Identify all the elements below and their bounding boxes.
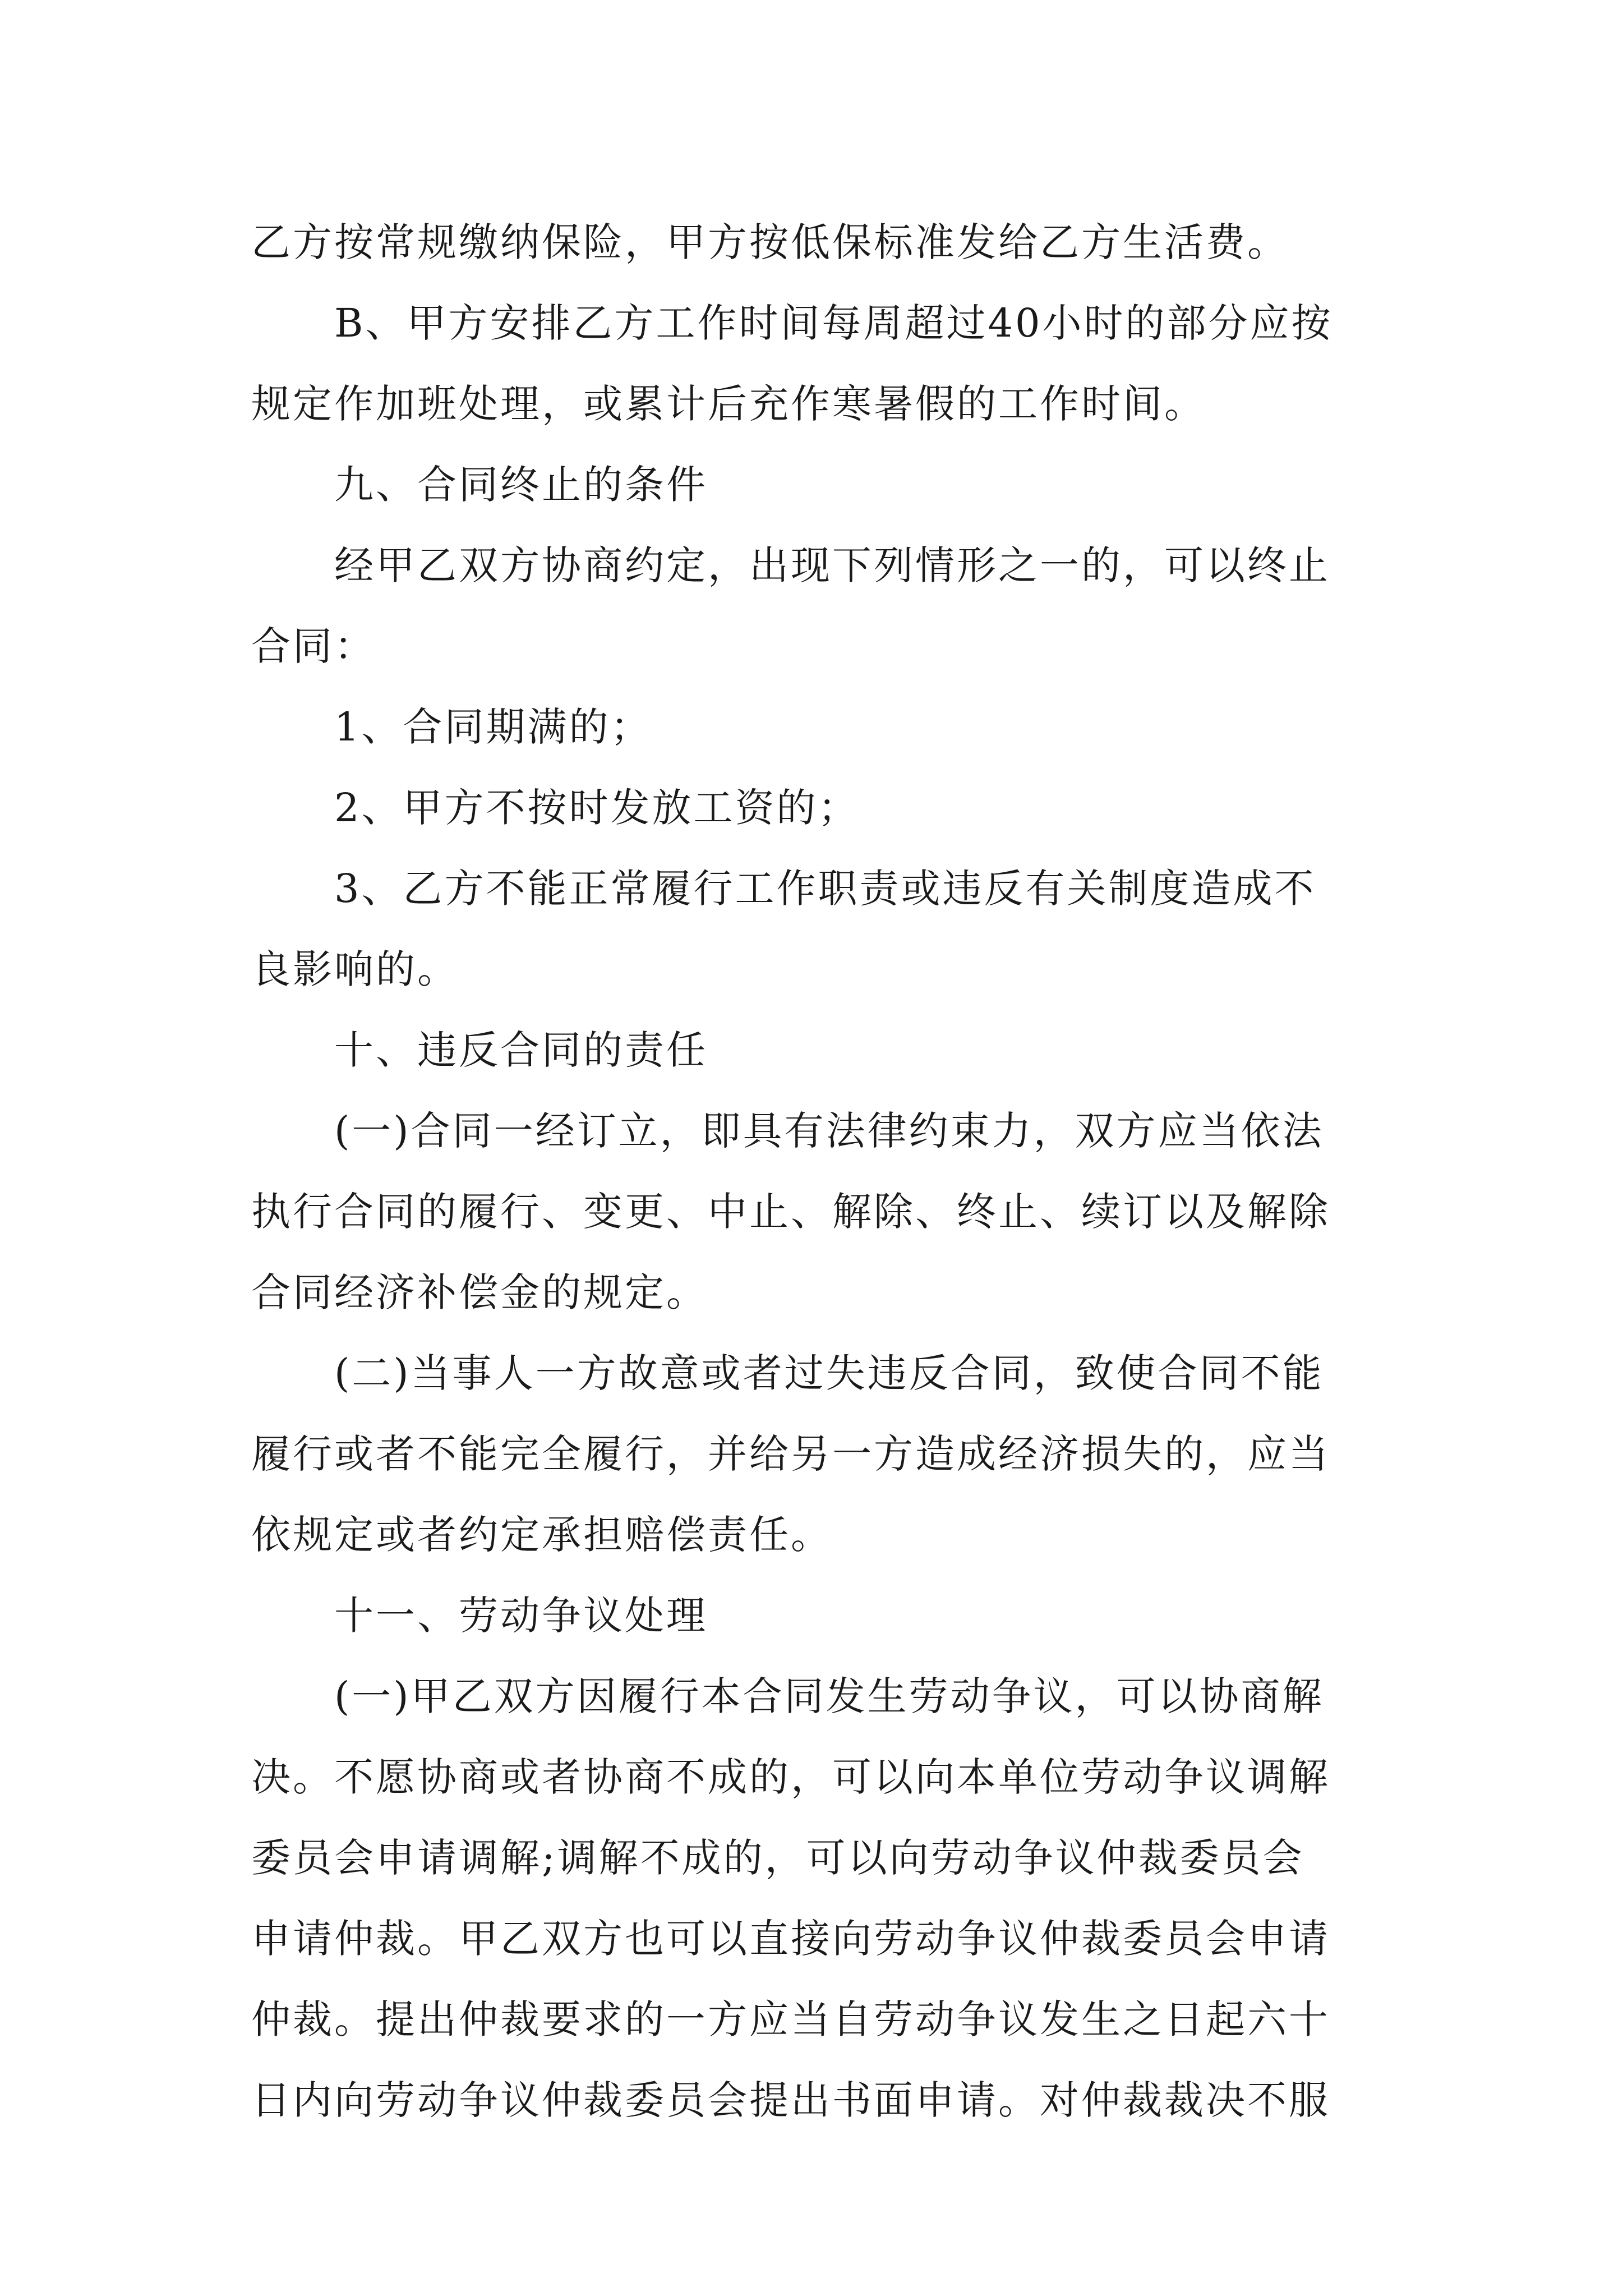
text-line: 仲裁。提出仲裁要求的一方应当自劳动争议发生之日起六十 bbox=[251, 1996, 1330, 2042]
text-line: 申请仲裁。甲乙双方也可以直接向劳动争议仲裁委员会申请 bbox=[251, 1916, 1330, 1962]
text-line: 履行或者不能完全履行，并给另一方造成经济损失的，应当 bbox=[251, 1431, 1330, 1477]
section-heading: 十一、劳动争议处理 bbox=[334, 1593, 708, 1639]
text-line: 决。不愿协商或者协商不成的，可以向本单位劳动争议调解 bbox=[251, 1754, 1330, 1800]
text-line: (二)当事人一方故意或者过失违反合同，致使合同不能 bbox=[334, 1350, 1324, 1396]
list-item: 2、甲方不按时发放工资的； bbox=[334, 785, 860, 831]
text-line: (一)合同一经订立，即具有法律约束力，双方应当依法 bbox=[334, 1108, 1324, 1154]
list-item: 3、乙方不能正常履行工作职责或违反有关制度造成不 bbox=[334, 866, 1316, 912]
text-line: 经甲乙双方协商约定，出现下列情形之一的，可以终止 bbox=[334, 542, 1330, 588]
text-line: 合同经济补偿金的规定。 bbox=[251, 1269, 708, 1315]
text-line: (一)甲乙双方因履行本合同发生劳动争议，可以协商解 bbox=[334, 1673, 1324, 1719]
text-line: 依规定或者约定承担赔偿责任。 bbox=[251, 1512, 832, 1558]
list-item: 1、合同期满的； bbox=[334, 704, 652, 750]
text-line: 委员会申请调解;调解不成的，可以向劳动争议仲裁委员会 bbox=[251, 1835, 1304, 1881]
text-line: 良影响的。 bbox=[251, 946, 459, 992]
section-heading: 十、违反合同的责任 bbox=[334, 1027, 708, 1073]
text-line: 执行合同的履行、变更、中止、解除、终止、续订以及解除 bbox=[251, 1189, 1330, 1235]
text-line: 日内向劳动争议仲裁委员会提出书面申请。对仲裁裁决不服 bbox=[251, 2077, 1330, 2123]
document-body bbox=[251, 202, 1390, 2141]
text-line: B、甲方安排乙方工作时间每周超过40小时的部分应按 bbox=[334, 300, 1333, 346]
text-line: 规定作加班处理，或累计后充作寒暑假的工作时间。 bbox=[251, 381, 1206, 427]
text-line: 乙方按常规缴纳保险，甲方按低保标准发给乙方生活费。 bbox=[251, 219, 1289, 265]
section-heading: 九、合同终止的条件 bbox=[334, 462, 708, 508]
text-line: 合同： bbox=[251, 623, 376, 669]
